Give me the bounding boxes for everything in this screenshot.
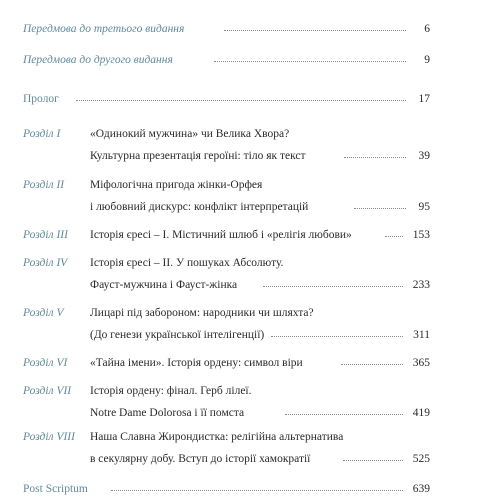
page-number: 525	[412, 453, 430, 465]
chapter-title-line-1: Історія ордену: фінал. Герб лілеї.	[90, 385, 252, 397]
entry-title: Передмова до третього видання	[23, 23, 185, 35]
dot-leader	[214, 61, 406, 62]
chapter-label: Розділ VIII	[23, 431, 75, 443]
chapter-title-line-2: Культурна презентація героїні: тіло як текст	[90, 150, 306, 162]
dot-leader	[343, 460, 403, 461]
chapter-title-line-2: в секулярну добу. Вступ до історії хамократії	[90, 453, 311, 465]
page-number: 233	[412, 279, 430, 291]
chapter-title-line-1: Наша Славна Жирондистка: релігійна альтернатива	[90, 431, 344, 443]
page-number: 639	[412, 483, 430, 495]
entry-title: Post Scriptum	[23, 483, 88, 495]
chapter-title-line-1: Міфологічна пригода жінки-Орфея	[90, 179, 263, 191]
chapter-label: Розділ I	[23, 128, 61, 140]
page-number: 311	[413, 329, 430, 341]
entry-title: Передмова до другого видання	[23, 54, 173, 66]
dot-leader	[224, 30, 406, 31]
page-number: 9	[424, 54, 430, 66]
dot-leader	[354, 208, 406, 209]
chapter-title-line-2: Notre Dame Dolorosa і її помста	[90, 407, 245, 419]
chapter-label: Розділ V	[23, 307, 64, 319]
chapter-title-line-1: Лицарі під забороном: народники чи шляхта?	[90, 307, 314, 319]
dot-leader	[341, 364, 403, 365]
page-number: 6	[424, 23, 430, 35]
page-number: 39	[418, 150, 430, 162]
chapter-title-line-1: «Тайна імени». Історія ордену: символ віри	[90, 357, 303, 369]
chapter-title-line-2: Фауст-мужчина і Фауст-жінка	[90, 279, 238, 291]
dot-leader	[111, 490, 403, 491]
dot-leader	[385, 236, 403, 237]
dot-leader	[271, 336, 403, 337]
page-number: 95	[418, 201, 430, 213]
chapter-title-line-1: «Одинокий мужчина» чи Велика Хвора?	[90, 128, 290, 140]
page-number: 419	[412, 407, 430, 419]
dot-leader	[76, 100, 406, 101]
chapter-label: Розділ IV	[23, 257, 68, 269]
page-number: 365	[412, 357, 430, 369]
dot-leader	[263, 286, 403, 287]
chapter-title-line-2: (До генези української інтелігенції)	[90, 329, 265, 341]
chapter-title-line-1: Історія єресі – I. Містичний шлюб і «релігія любови»	[90, 229, 352, 241]
chapter-title-line-1: Історія єресі – II. У пошуках Абсолюту.	[90, 257, 284, 269]
chapter-label: Розділ VII	[23, 385, 72, 397]
chapter-label: Розділ VI	[23, 357, 68, 369]
page-number: 17	[418, 93, 430, 105]
dot-leader	[344, 157, 406, 158]
chapter-title-line-2: і любовний дискурс: конфлікт інтерпретацій	[90, 201, 309, 213]
chapter-label: Розділ III	[23, 229, 68, 241]
chapter-label: Розділ II	[23, 179, 65, 191]
dot-leader	[285, 414, 403, 415]
page-number: 153	[412, 229, 430, 241]
entry-title: Пролог	[23, 93, 59, 105]
